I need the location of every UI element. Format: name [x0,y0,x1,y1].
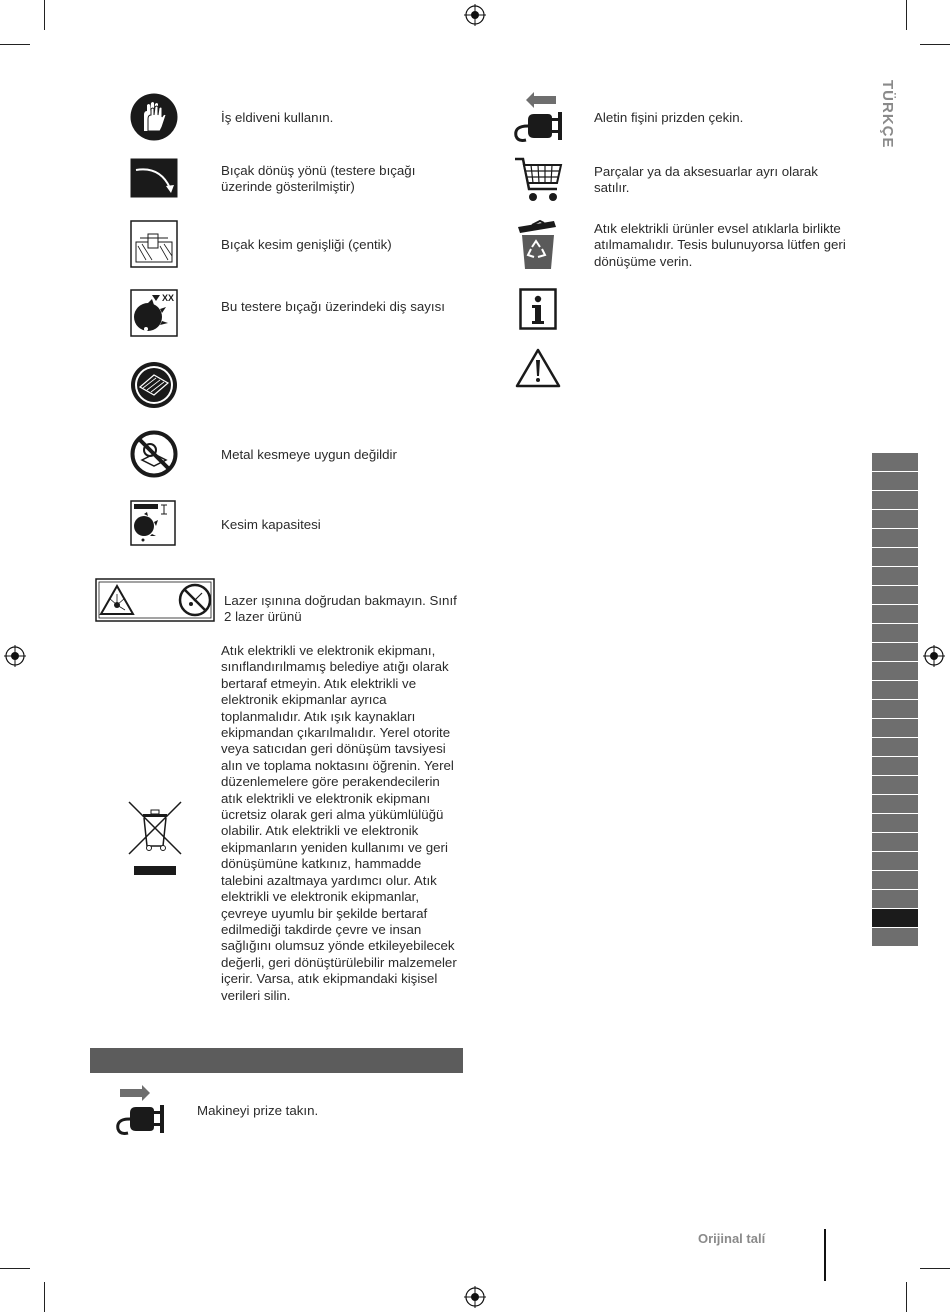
section-tab[interactable] [872,662,918,680]
section-tab[interactable] [872,757,918,775]
section-tab[interactable] [872,928,918,946]
warning-icon [515,348,561,388]
crop-mark [0,1268,30,1269]
crop-mark [906,0,907,30]
crop-mark [44,1282,45,1312]
unplug-icon [510,90,566,144]
section-tab[interactable] [872,510,918,528]
plug-in-text: Makineyi prize takın. [197,1103,319,1118]
gloves-text: İş eldiveni kullanın. [221,110,334,125]
svg-text:XX: XX [162,293,175,303]
section-tab[interactable] [872,700,918,718]
laser-warning-text: Lazer ışınına doğrudan bakmayın. Sınıf 2 lazer ürünü [224,593,457,625]
crop-mark [906,1282,907,1312]
cutting-capacity-text: Kesim kapasitesi [221,517,321,532]
registration-mark-icon [464,4,486,26]
laser-warning-icon [95,578,215,622]
section-tab[interactable] [872,871,918,889]
section-tab[interactable] [872,491,918,509]
section-tab[interactable] [872,890,918,908]
blade-rotation-text: Bıçak dönüş yönü (testere bıçağı üzerinde gösterilmiştir) [221,163,416,195]
unplug-text: Aletin fişini prizden çekin. [594,110,744,125]
section-tab[interactable] [872,795,918,813]
no-metal-cutting-icon [130,430,178,478]
plug-in-icon [112,1083,168,1137]
info-icon [519,288,557,330]
section-tab[interactable] [872,472,918,490]
section-tab[interactable] [872,605,918,623]
teeth-count-icon [130,289,178,337]
footer-label: Orijinal talí [698,1231,766,1246]
section-tab[interactable] [872,453,918,471]
registration-mark-icon [464,1286,486,1308]
crop-mark [44,0,45,30]
section-tab[interactable] [872,643,918,661]
recycle-bin-icon [516,219,560,273]
weee-crossed-bin-icon [127,800,183,880]
language-tab: TÜRKÇE [879,80,896,149]
cutting-capacity-icon [130,500,176,546]
teeth-count-text: Bu testere bıçağı üzerindeki diş sayısı [221,299,445,314]
footer-divider [824,1229,826,1281]
registration-mark-icon [4,645,26,667]
crop-mark [920,1268,950,1269]
gloves-icon [130,93,178,141]
wood-cutting-icon [130,361,178,409]
crop-mark [0,44,30,45]
section-tab[interactable] [872,586,918,604]
section-tab[interactable] [872,719,918,737]
section-tab[interactable] [872,852,918,870]
section-tab[interactable] [872,681,918,699]
registration-mark-icon [923,645,945,667]
weee-disposal-text: Atık elektrikli ve elektronik ekipmanı, sınıflandırılmamış belediye atığı olarak bertaraf etmeyin. Atık elektrikli ve elektronik ekipmanlar ayrıca toplanmalıdır. Atık ışık kaynakları ekipmandan çıkarılmalıdır. Yerel otorite veya satıcıdan geri dönüşüm tavsiyesi alın ve toplama noktasını öğrenin. Yerel düzenlemelere göre perakendecilerin atık elektrikli ve elektronik ekipmanı ücretsiz olarak geri alma yükümlülüğü olabilir. Atık elektrikli ve elektronik ekipmanların yeniden kullanımı ve geri dönüşümüne katkınız, hammadde talebini azaltmaya yardımcı olur. Atık elektrikli ve elektronik ekipmanlar, çevreye uyumlu bir şekilde bertaraf edilmediği takdirde çevre ve insan sağlığını olumsuz yönde etkileyebilecek değerli, geri dönüştürülebilir malzemeler içerir. Varsa, atık ekipmandaki kişisel verileri silin. [221,643,457,1003]
section-tab[interactable] [872,776,918,794]
section-tab[interactable] [872,624,918,642]
blade-rotation-icon [130,158,178,198]
crop-mark [920,44,950,45]
kerf-width-icon [130,220,178,268]
section-tab[interactable] [872,548,918,566]
section-tab[interactable] [872,833,918,851]
section-tab[interactable] [872,738,918,756]
section-header-bar [90,1048,463,1073]
kerf-width-text: Bıçak kesim genişliği (çentik) [221,237,392,252]
section-tab-active[interactable] [872,909,918,927]
section-tab[interactable] [872,567,918,585]
shopping-cart-text: Parçalar ya da aksesuarlar ayrı olarak satılır. [594,164,818,196]
section-tab[interactable] [872,814,918,832]
recycle-bin-text: Atık elektrikli ürünler evsel atıklarla birlikte atılmamalıdır. Tesis bulunuyorsa lütfen geri dönüşüme verin. [594,221,846,269]
shopping-cart-icon [513,155,563,205]
section-tab[interactable] [872,529,918,547]
no-metal-cutting-text: Metal kesmeye uygun değildir [221,447,397,462]
